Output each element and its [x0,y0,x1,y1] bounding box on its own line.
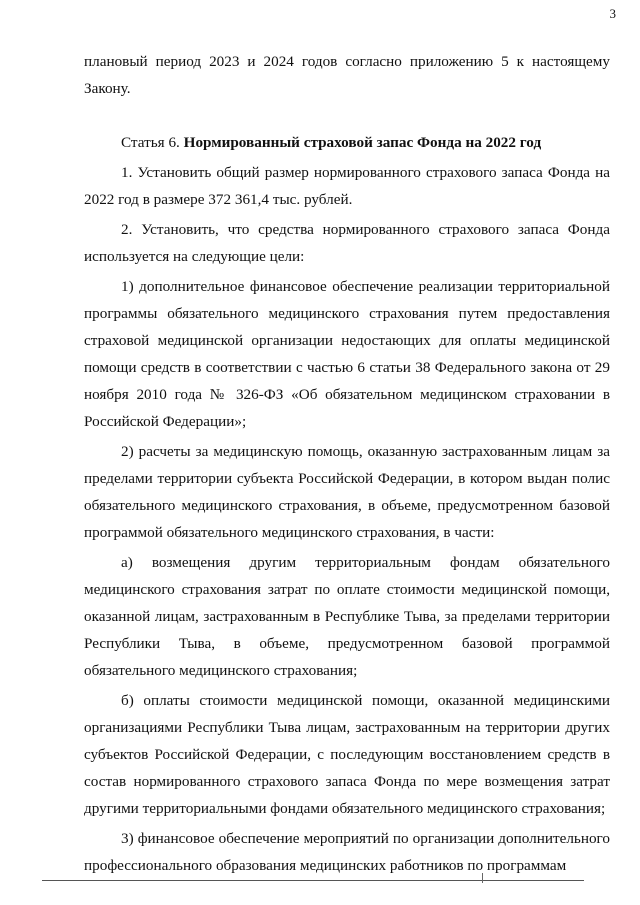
paragraph-2-item-2-b: б) оплаты стоимости медицинской помощи, оказанной медицинскими организациями Республики Тыва лицам, застрахованным на территории других субъектов Российской Федерации, с последующим восстановлением средств в состав нормированного страхового запаса Фонда по мере возмещения затрат другими территориальными фондами обязательного медицинского страхования; [84,692,610,817]
paragraph-2: 2. Установить, что средства нормированного страхового запаса Фонда используется на следующие цели: [84,221,610,265]
article-heading [84,129,610,156]
paragraph-2-item-3: 3) финансовое обеспечение мероприятий по организации дополнительного профессионального образования медицинских работников по программам [84,830,610,874]
article-title: Нормированный страховой запас Фонда на 2022 год [183,134,542,151]
paragraph-2-item-1: 1) дополнительное финансовое обеспечение реализации территориальной программы обязательного медицинского страхования путем предоставления страховой медицинской организации недостающих для оплаты медицинской помощи средств в соответствии с частью 6 статьи 38 Федерального закона от 29 ноября 2010 года № 326-ФЗ «Об обязательном медицинском страховании в Российской Федерации»; [84,278,610,430]
document-body [84,48,610,879]
page-number: 3 [609,6,616,21]
paragraph-continuation: плановый период 2023 и 2024 годов согласно приложению 5 к настоящему Закону. [84,53,610,97]
paragraph-2-item-2: 2) расчеты за медицинскую помощь, оказанную застрахованным лицам за пределами территории субъекта Российской Федерации, в котором выдан полис обязательного медицинского страхования, в объеме, предусмотренном базовой программой обязательного медицинского страхования, в части: [84,443,610,541]
paragraph-1: 1. Установить общий размер нормированного страхового запаса Фонда на 2022 год в размере 372 361,4 тыс. рублей. [84,164,610,208]
article-number: Статья 6. [121,134,184,151]
paragraph-2-item-2-a: а) возмещения другим территориальным фондам обязательного медицинского страхования затрат по оплате стоимости медицинской помощи, оказанной лицам, застрахованным в Республике Тыва, за пределами территории Республики Тыва, в объеме, предусмотренном базовой программой обязательного медицинского страхования; [84,554,610,679]
scan-edge-line [42,880,584,881]
scan-edge-mark [482,873,483,883]
